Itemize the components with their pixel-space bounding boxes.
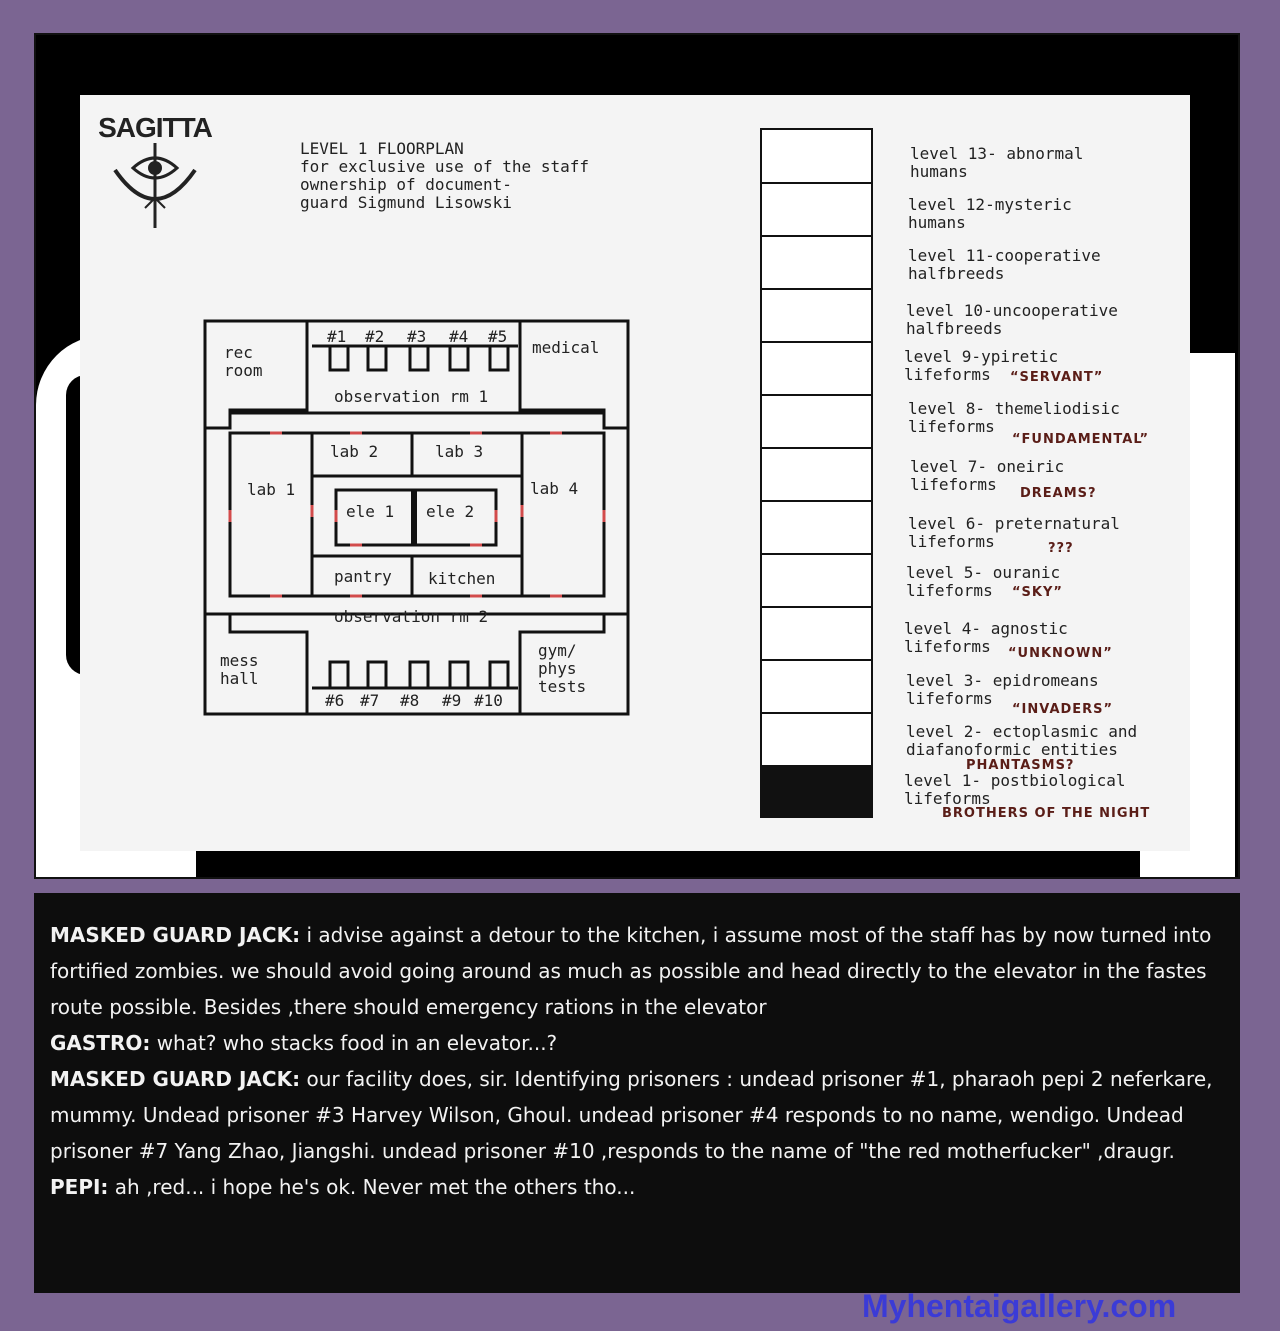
level-3-label: level 3- epidromeans lifeforms: [906, 671, 1099, 708]
logo-text: SAGITTA: [98, 112, 212, 143]
speech-text: i advise against a detour to the kitchen, i assume most of the staff has by now turned into fortified zombies. we should avoid going around as much as possible and head directly to the elevator in the fastes route possible. Besides ,there should emergency rations in the elevator: [50, 923, 1212, 1019]
room-observation-2: observation rm 2: [334, 607, 489, 626]
level-13-label: level 13- abnormal humans: [910, 144, 1084, 181]
speaker-name: MASKED GUARD JACK:: [50, 923, 301, 947]
header-line: LEVEL 1 FLOORPLAN: [300, 139, 464, 158]
cell-label: #9: [442, 691, 462, 710]
dialogue-line: [50, 1169, 1230, 1205]
level-2-label: level 2- ectoplasmic and diafanoformic entities: [906, 722, 1138, 759]
dialogue-text: [50, 917, 1230, 1205]
tower-divider: [762, 235, 871, 237]
cell-label: #3: [407, 327, 427, 346]
room-lab-4: lab 4: [530, 479, 579, 498]
room-medical: medical: [532, 338, 600, 357]
level-8-label: level 8- themeliodisic lifeforms: [908, 399, 1120, 436]
note-brothers-of-the-night: BROTHERS OF THE NIGHT: [942, 806, 1151, 821]
speaker-name: PEPI:: [50, 1175, 109, 1199]
cell-label: #10: [474, 691, 503, 710]
dialogue-line: [50, 917, 1230, 1025]
level-tower: [760, 128, 873, 818]
tower-divider: [762, 500, 871, 502]
tower-divider: [762, 288, 871, 290]
level-6-label: level 6- preternatural lifeforms: [908, 514, 1120, 551]
level-9-label: level 9-ypiretic lifeforms: [904, 347, 1059, 384]
room-rec-room: rec room: [224, 343, 263, 380]
cell-label: #6: [325, 691, 345, 710]
header-line: guard Sigmund Lisowski: [300, 193, 512, 212]
speech-text: ah ,red... i hope he's ok. Never met the others tho...: [108, 1175, 636, 1199]
cell-label: #1: [327, 327, 347, 346]
room-mess-hall: mess hall: [220, 651, 259, 688]
note-servant: “SERVANT”: [1010, 370, 1104, 385]
tower-divider: [762, 606, 871, 608]
note-unknown-marks: ???: [1048, 541, 1074, 556]
room-lab-2: lab 2: [330, 442, 379, 461]
note-unknown: “UNKNOWN”: [1008, 646, 1113, 661]
tower-divider: [762, 659, 871, 661]
room-lab-1: lab 1: [247, 480, 296, 499]
speech-text: what? who stacks food in an elevator...?: [150, 1031, 558, 1055]
dialogue-line: [50, 1061, 1230, 1169]
room-kitchen: kitchen: [428, 569, 496, 588]
note-dreams: DREAMS?: [1020, 486, 1097, 501]
room-pantry: pantry: [334, 567, 392, 586]
speaker-name: GASTRO:: [50, 1031, 151, 1055]
note-fundamental: “FUNDAMENTAL”: [1012, 432, 1150, 447]
header-line: ownership of document-: [300, 175, 512, 194]
tower-divider: [762, 447, 871, 449]
room-gym: gym/ phys tests: [538, 641, 587, 696]
cell-label: #4: [449, 327, 469, 346]
tower-divider: [762, 341, 871, 343]
cell-label: #5: [488, 327, 508, 346]
tower-divider: [762, 182, 871, 184]
dialogue-line: [50, 1025, 1230, 1061]
room-elevator-1: ele 1: [346, 502, 395, 521]
level-12-label: level 12-mysteric humans: [908, 195, 1072, 232]
note-sky: “SKY”: [1012, 585, 1063, 600]
tower-divider: [762, 553, 871, 555]
cell-label: #8: [400, 691, 420, 710]
note-phantasms: PHANTASMS?: [966, 758, 1075, 773]
level-1-highlight: [762, 765, 871, 818]
room-observation-1: observation rm 1: [334, 387, 489, 406]
level-7-label: level 7- oneiric lifeforms: [910, 457, 1065, 494]
note-invaders: “INVADERS”: [1012, 702, 1114, 717]
level-4-label: level 4- agnostic lifeforms: [904, 619, 1068, 656]
tower-divider: [762, 712, 871, 714]
cell-label: #7: [360, 691, 380, 710]
speaker-name: MASKED GUARD JACK:: [50, 1067, 301, 1091]
cell-label: #2: [365, 327, 385, 346]
watermark: Myhentaigallery.com: [862, 1288, 1177, 1324]
level-10-label: level 10-uncooperative halfbreeds: [906, 301, 1118, 338]
level-11-label: level 11-cooperative halfbreeds: [908, 246, 1101, 283]
tower-divider: [762, 394, 871, 396]
level-1-label: level 1- postbiological lifeforms: [904, 771, 1126, 808]
room-elevator-2: ele 2: [426, 502, 475, 521]
speech-text: our facility does, sir. Identifying prisoners : undead prisoner #1, pharaoh pepi 2 neferkare, mummy. Undead prisoner #3 Harvey Wilson, Ghoul. undead prisoner #4 responds to no name, wendigo. Undead prisoner #7 Yang Zhao, Jiangshi. undead prisoner #10 ,responds to the name of "the red motherfucker" ,draugr.: [50, 1067, 1213, 1163]
dialogue-panel: [34, 893, 1240, 1293]
header-line: for exclusive use of the staff: [300, 157, 589, 176]
level-5-label: level 5- ouranic lifeforms: [906, 563, 1061, 600]
room-lab-3: lab 3: [435, 442, 484, 461]
